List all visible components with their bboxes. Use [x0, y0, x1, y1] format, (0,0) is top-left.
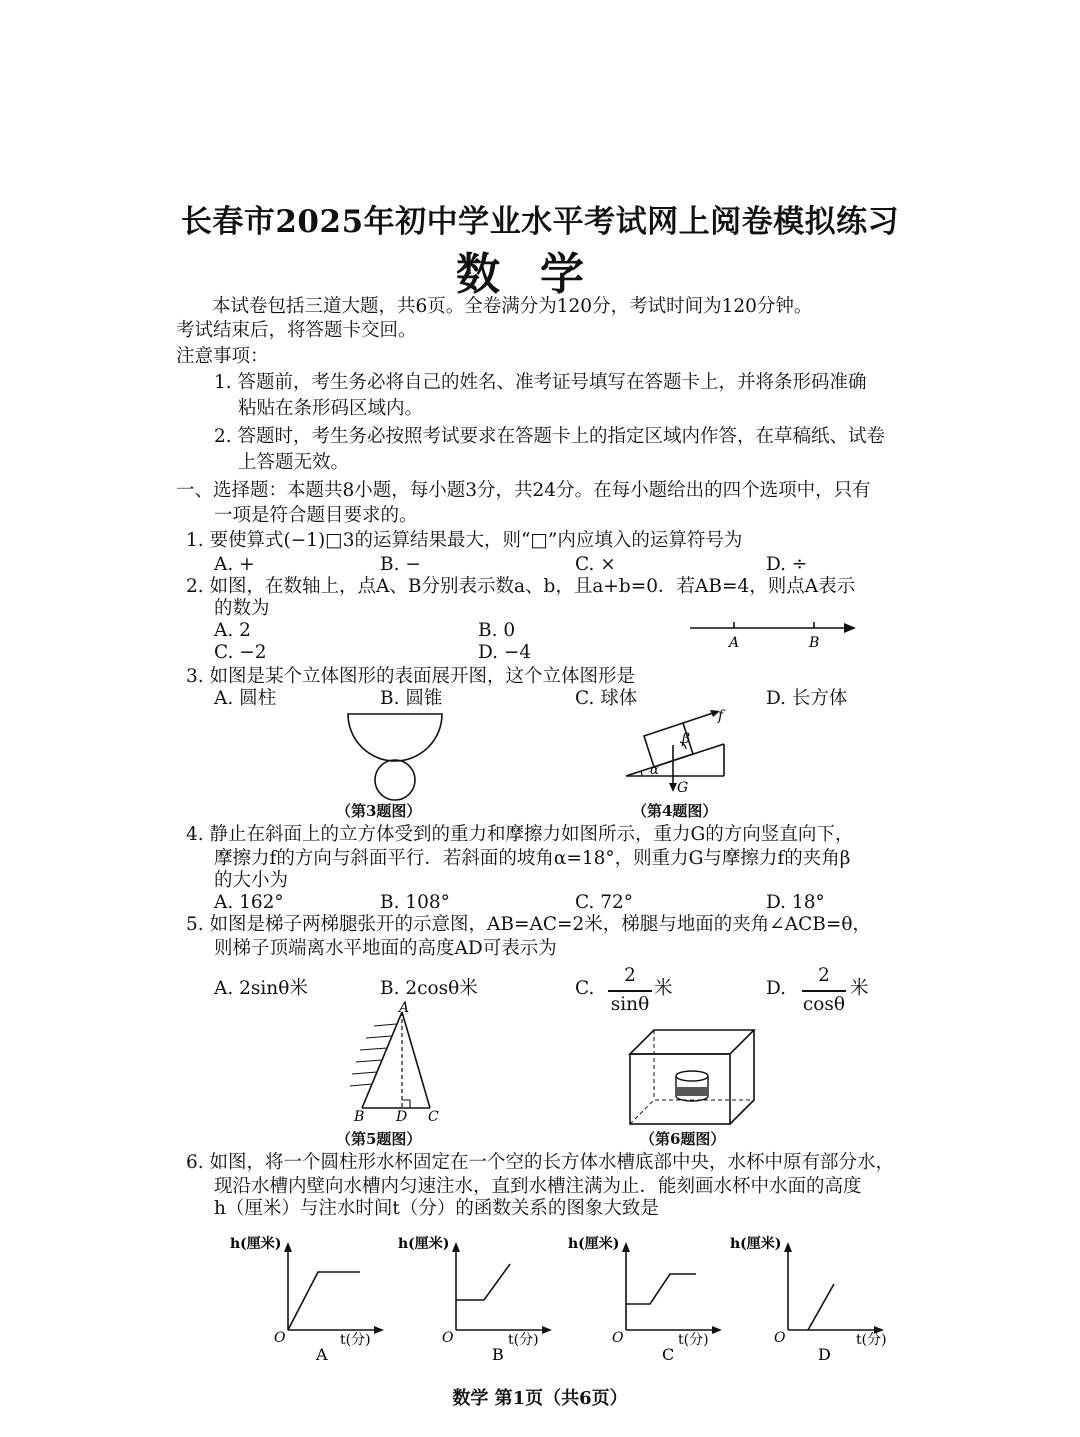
graph-b-x-label: t(分): [508, 1332, 539, 1348]
q5-option-c-fraction-bar: [608, 990, 652, 992]
q6-stem-b: 现沿水槽内壁向水槽内匀速注水，直到水槽注满为止．能刻画水杯中水面的高度: [214, 1176, 862, 1197]
q1-option-b: B. −: [380, 554, 421, 575]
section-1-line-1: 一、选择题：本题共8小题，每小题3分，共24分。在每小题给出的四个选项中，只有: [176, 480, 871, 501]
page-footer: 数学 第1页（共6页）: [452, 1388, 628, 1409]
f-label: f: [718, 708, 724, 724]
graph-b: [396, 1230, 558, 1372]
q5-option-c-unit: 米: [654, 978, 673, 999]
q4-option-b: B. 108°: [380, 892, 450, 913]
q5-option-d-numerator: 2: [818, 965, 830, 986]
q2-option-b: B. 0: [478, 620, 516, 641]
q2-option-d: D. −4: [478, 642, 532, 663]
q5-option-d-prefix: D.: [766, 978, 787, 999]
graph-a: [228, 1230, 390, 1372]
q5-option-b: B. 2cosθ米: [380, 978, 478, 999]
graph-d-x-label: t(分): [856, 1332, 887, 1348]
graph-b-letter: B: [492, 1345, 504, 1364]
q6-caption: （第6题图）: [640, 1130, 726, 1148]
q4-caption: （第4题图）: [632, 802, 718, 820]
section-1-line-2: 一项是符合题目要求的。: [214, 505, 418, 526]
q5-option-c-prefix: C.: [575, 978, 595, 999]
g-label: G: [677, 780, 689, 796]
q6-stem-a: 6. 如图，将一个圆柱形水杯固定在一个空的长方体水槽底部中央，水杯中原有部分水，: [186, 1152, 895, 1173]
graph-c-curve: [626, 1274, 696, 1304]
q1-option-a: A. +: [214, 554, 255, 575]
rung-5: [352, 1072, 377, 1074]
cone-net-figure: [340, 710, 450, 804]
sector-shape: [348, 714, 442, 761]
rung-3: [360, 1048, 387, 1050]
q4-stem-b: 摩擦力f的方向与斜面平行．若斜面的坡角α=18°，则重力G与摩擦力f的夹角β: [214, 848, 851, 869]
beta-label: β: [682, 731, 691, 747]
q5-option-a: A. 2sinθ米: [214, 978, 308, 999]
graph-d-origin: O: [774, 1330, 786, 1346]
tank-side: [730, 1030, 754, 1124]
graph-a-origin: O: [274, 1330, 286, 1346]
rung-1: [374, 1024, 396, 1026]
cup-water: [676, 1087, 708, 1096]
graph-d-curve: [808, 1284, 834, 1330]
gravity-arrow-head-icon: [669, 783, 677, 792]
graph-a-letter: A: [316, 1345, 328, 1364]
graph-a-y-label: h(厘米): [230, 1236, 282, 1252]
q3-caption: （第3题图）: [336, 802, 422, 820]
q3-option-a: A. 圆柱: [214, 688, 277, 709]
tank-figure: [624, 1024, 764, 1128]
rung-4: [356, 1060, 382, 1062]
graph-a-curve: [288, 1272, 360, 1330]
q3-option-d: D. 长方体: [766, 688, 848, 709]
label-c: C: [428, 1109, 439, 1124]
graph-d-y-arrow-icon: [784, 1242, 792, 1252]
subject-title: 数学: [456, 249, 624, 300]
intro-line-1: 本试卷包括三道大题，共6页。全卷满分为120分，考试时间为120分钟。: [212, 296, 813, 317]
graph-d-y-label: h(厘米): [730, 1236, 782, 1252]
q4-option-c: C. 72°: [575, 892, 634, 913]
q5-option-d-fraction-bar: [802, 990, 846, 992]
note-2-line-b: 上答题无效。: [238, 452, 350, 473]
q4-option-a: A. 162°: [214, 892, 284, 913]
tank-top: [630, 1030, 754, 1054]
graph-b-curve: [456, 1264, 510, 1300]
alpha-label: α: [650, 763, 659, 778]
q1-option-d: D. ÷: [766, 554, 808, 575]
point-a-label: A: [729, 635, 740, 651]
tank-hidden-edges: [630, 1100, 754, 1124]
graph-a-y-arrow-icon: [284, 1242, 292, 1252]
q3-option-c: C. 球体: [575, 688, 638, 709]
intro-line-2: 考试结束后，将答题卡交回。: [176, 320, 417, 341]
label-a: A: [399, 1000, 410, 1016]
ladder-figure: [346, 1000, 446, 1124]
number-line-arrow-icon: [844, 623, 856, 633]
friction-arrow: [683, 712, 716, 723]
q5-stem-a: 5. 如图是梯子两梯腿张开的示意图，AB=AC=2米，梯腿与地面的夹角∠ACB=θ，: [186, 914, 872, 935]
number-line-figure: [684, 614, 864, 654]
base-circle: [375, 760, 415, 800]
q4-stem-a: 4. 静止在斜面上的立方体受到的重力和摩擦力如图所示，重力G的方向竖直向下，: [186, 824, 854, 845]
label-d: D: [396, 1109, 408, 1124]
graph-c-letter: C: [662, 1345, 675, 1364]
leg-ac: [402, 1012, 430, 1108]
graph-b-x-arrow-icon: [542, 1326, 552, 1334]
graph-b-y-label: h(厘米): [398, 1236, 450, 1252]
q4-stem-c: 的大小为: [214, 870, 289, 891]
incline-figure: [620, 700, 740, 800]
q3-stem: 3. 如图是某个立体图形的表面展开图，这个立体图形是: [186, 666, 636, 687]
notice-title: 注意事项：: [176, 346, 269, 367]
graph-c: [566, 1230, 728, 1372]
q2-option-a: A. 2: [214, 620, 251, 641]
q2-stem-b: 的数为: [214, 598, 270, 619]
graph-c-origin: O: [612, 1330, 624, 1346]
note-1-line-a: 1. 答题前，考生务必将自己的姓名、准考证号填写在答题卡上，并将条形码准确: [214, 372, 867, 393]
graph-a-x-arrow-icon: [374, 1326, 384, 1334]
note-1-line-b: 粘贴在条形码区域内。: [238, 398, 424, 419]
exam-title: 长春市2025年初中学业水平考试网上阅卷模拟练习: [180, 204, 900, 240]
q1-option-c: C. ×: [575, 554, 616, 575]
rung-2: [366, 1036, 392, 1038]
label-b: B: [354, 1109, 365, 1124]
q2-stem-a: 2. 如图，在数轴上，点A、B分别表示数a、b，且a+b=0．若AB=4，则点A表示: [186, 576, 856, 597]
q3-option-b: B. 圆锥: [380, 688, 443, 709]
graph-b-y-arrow-icon: [452, 1242, 460, 1252]
note-2-line-a: 2. 答题时，考生务必按照考试要求在答题卡上的指定区域内作答，在草稿纸、试卷: [214, 426, 886, 447]
graph-d-letter: D: [818, 1345, 831, 1364]
q6-stem-c: h（厘米）与注水时间t（分）的函数关系的图象大致是: [214, 1198, 659, 1219]
q1-stem: 1. 要使算式(−1)□3的运算结果最大，则“□”内应填入的运算符号为: [186, 530, 743, 551]
q5-option-d-unit: 米: [850, 978, 869, 999]
q5-option-d-denominator: cosθ: [802, 994, 846, 1015]
q5-stem-b: 则梯子顶端离水平地面的高度AD可表示为: [214, 938, 557, 959]
graph-a-x-label: t(分): [340, 1332, 371, 1348]
q5-option-c-numerator: 2: [624, 965, 636, 986]
q5-option-c-denominator: sinθ: [610, 994, 650, 1015]
graph-c-x-arrow-icon: [712, 1326, 722, 1334]
point-b-label: B: [809, 635, 820, 651]
graph-b-origin: O: [442, 1330, 454, 1346]
cup-top: [676, 1071, 708, 1081]
q4-option-d: D. 18°: [766, 892, 825, 913]
right-angle-mark: [402, 1100, 410, 1108]
graph-c-x-label: t(分): [678, 1332, 709, 1348]
graph-d: [728, 1230, 908, 1372]
q2-option-c: C. −2: [214, 642, 267, 663]
graph-c-y-label: h(厘米): [568, 1236, 620, 1252]
rung-6: [350, 1084, 372, 1086]
graph-c-y-arrow-icon: [622, 1242, 630, 1252]
q5-caption: （第5题图）: [336, 1130, 422, 1148]
